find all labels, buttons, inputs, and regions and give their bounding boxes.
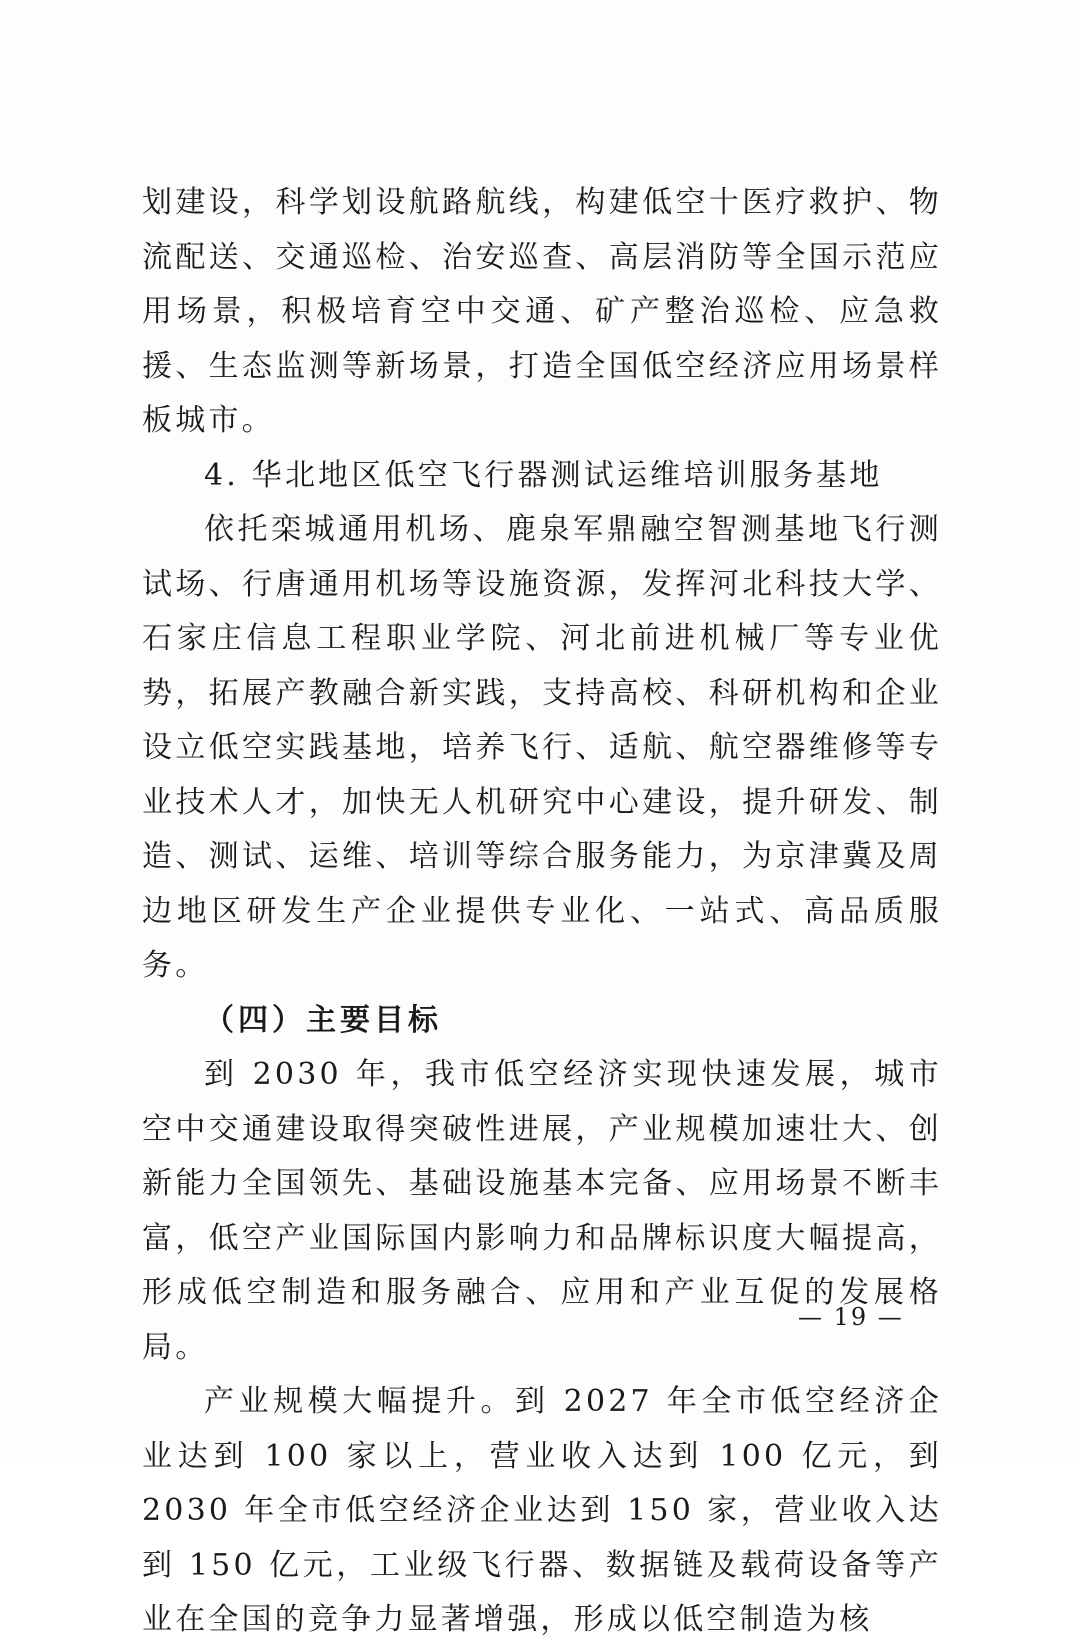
paragraph-base-description: 依托栾城通用机场、鹿泉军鼎融空智测基地飞行测试场、行唐通用机场等设施资源，发挥河北科技大学、石家庄信息工程职业学院、河北前进机械厂等专业优势，拓展产教融合新实践，支持高校、科研机构和企业设立低空实践基地，培养飞行、适航、航空器维修等专业技术人才，加快无人机研究中心建设，提升研发、制造、测试、运维、培训等综合服务能力，为京津冀及周边地区研发生产企业提供专业化、一站式、高品质服务。 xyxy=(142,512,942,983)
paragraph-continuation: 划建设，科学划设航路航线，构建低空十医疗救护、物流配送、交通巡检、治安巡查、高层消防等全国示范应用场景，积极培育空中交通、矿产整治巡检、应急救援、生态监测等新场景，打造全国低空经济应用场景样板城市。 xyxy=(142,185,942,438)
paragraph-main-goal: 到 2030 年，我市低空经济实现快速发展，城市空中交通建设取得突破性进展，产业规模加速壮大、创新能力全国领先、基础设施基本完备、应用场景不断丰富，低空产业国际国内影响力和品牌标识度大幅提高，形成低空制造和服务融合、应用和产业互促的发展格局。 xyxy=(142,1057,942,1365)
paragraph-industry-scale: 产业规模大幅提升。到 2027 年全市低空经济企业达到 100 家以上，营业收入达到 100 亿元，到 2030 年全市低空经济企业达到 150 家，营业收入达到 150 亿元，工业级飞行器、数据链及载荷设备等产业在全国的竞争力显著增强，形成以低空制造为核 xyxy=(142,1384,942,1637)
document-body xyxy=(142,176,942,1648)
paragraph-subheading: 4. 华北地区低空飞行器测试运维培训服务基地 xyxy=(204,457,883,493)
page-number: — 19 — xyxy=(798,1303,904,1331)
section-heading: （四）主要目标 xyxy=(204,1002,442,1038)
